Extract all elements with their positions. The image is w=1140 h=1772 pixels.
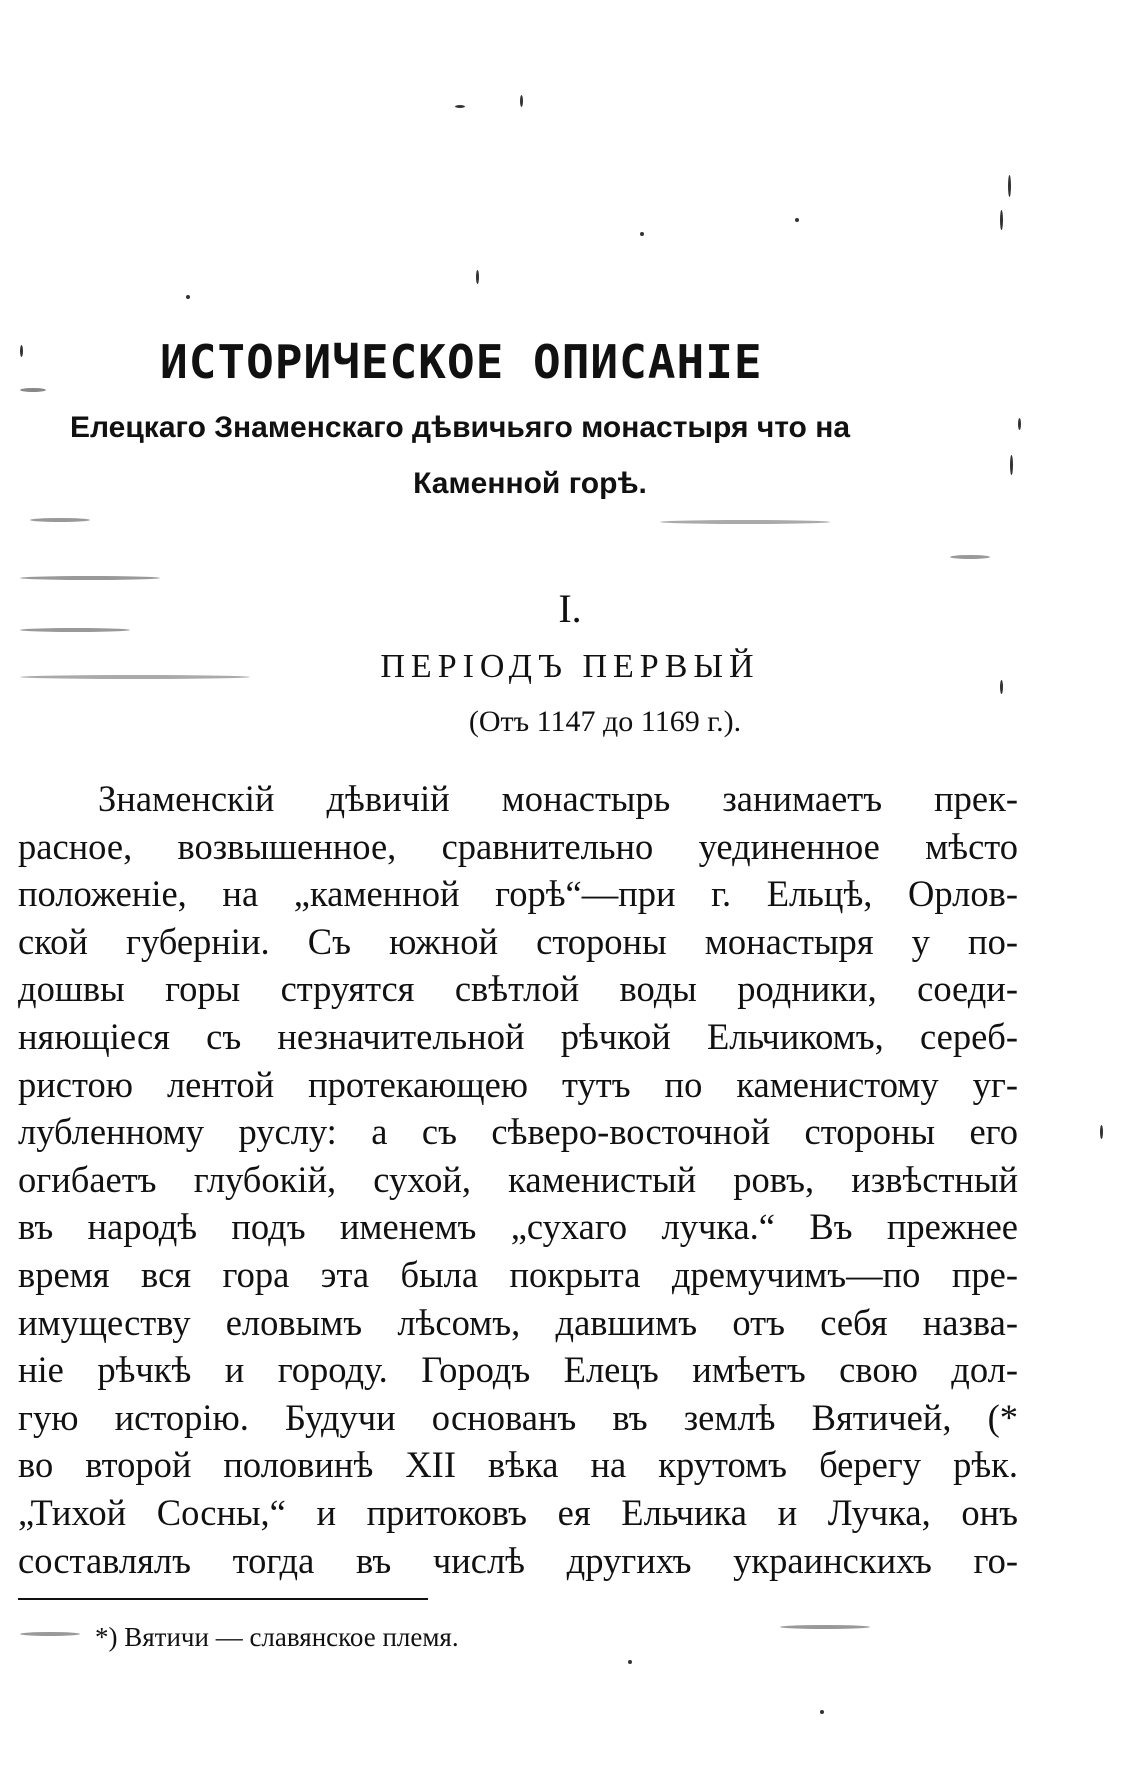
document-title: ИСТОРИЧЕСКОЕ ОПИСАНІЕ: [160, 335, 763, 389]
body-paragraph: [18, 775, 1018, 1584]
body-line: ніе рѣчкѣ и городу. Городъ Елецъ имѣетъ свою дол-: [18, 1349, 1018, 1391]
document-subtitle: [70, 400, 950, 512]
body-line: положеніе, на „каменной горѣ“—при г. Ельцѣ, Орлов-: [18, 873, 1018, 915]
body-line: ской губерніи. Съ южной стороны монастыря у по-: [18, 920, 1018, 962]
subtitle-line-1: Елецкаго Знаменскаго дѣвичьяго монастыря что на: [70, 411, 850, 444]
body-line: дошвы горы струятся свѣтлой воды родники, соеди-: [18, 968, 1018, 1010]
body-line: лубленному руслу: а съ сѣверо-восточной стороны его: [18, 1111, 1018, 1153]
section-numeral: I.: [558, 586, 582, 631]
body-line: время вся гора эта была покрыта дремучимъ—по пре-: [18, 1253, 1018, 1295]
period-title: ПЕРІОДЪ ПЕРВЫЙ: [380, 648, 760, 685]
body-line: составлялъ тогда въ числѣ другихъ украинскихъ го-: [18, 1539, 1018, 1581]
period-dates: (Отъ 1147 до 1169 г.).: [468, 705, 742, 738]
body-line: во второй половинѣ XII вѣка на крутомъ берегу рѣк.: [18, 1444, 1018, 1486]
subtitle-line-2: Каменной горѣ.: [413, 467, 647, 500]
body-line: расное, возвышенное, сравнительно уединенное мѣсто: [18, 825, 1018, 867]
body-line: няющіеся съ незначительной рѣчкой Ельчикомъ, сереб-: [18, 1015, 1018, 1057]
body-line: гую исторію. Будучи основанъ въ землѣ Вятичей, (*: [18, 1396, 1018, 1438]
body-line: огибаетъ глубокій, сухой, каменистый ровъ, извѣстный: [18, 1158, 1018, 1200]
footnote-divider: [18, 1598, 428, 1600]
body-line: ристою лентой протекающею тутъ по каменистому уг-: [18, 1063, 1018, 1105]
body-line: въ народѣ подъ именемъ „сухаго лучка.“ Въ прежнее: [18, 1206, 1018, 1248]
body-line: „Тихой Сосны,“ и притоковъ ея Ельчика и Лучка, онъ: [18, 1491, 1018, 1533]
body-line: Знаменскій дѣвичій монастырь занимаетъ прек-: [98, 778, 1018, 819]
footnote: *) Вятичи — славянское племя.: [95, 1622, 459, 1652]
body-line: имуществу еловымъ лѣсомъ, давшимъ отъ себя назва-: [18, 1301, 1018, 1343]
